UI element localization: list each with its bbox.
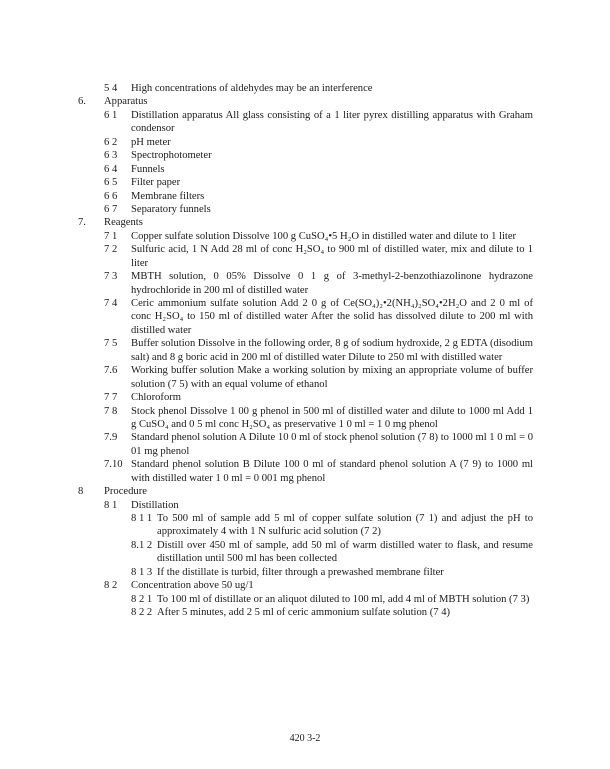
item-text: Funnels [131, 163, 165, 175]
item-text: To 100 ml of distillate or an aliquot diluted to 100 ml, add 4 ml of MBTH solution (7 3) [157, 593, 530, 605]
section-heading [0, 95, 610, 108]
item-number: 6 6 [104, 190, 118, 202]
item-text: Copper sulfate solution Dissolve 100 g CuSO₄•5 H₂O in distilled water and dilute to 1 liter [131, 230, 517, 242]
item-text: Distill over 450 ml of sample, add 50 ml of warm distilled water to flask, and resume distillation until 500 ml has been collected [157, 539, 533, 565]
item-number: 7. [78, 217, 86, 229]
subsection-item [0, 431, 610, 458]
subsection-item [0, 391, 610, 404]
item-number: 6 5 [104, 177, 118, 189]
subsection-item [0, 243, 610, 270]
subsection-item [0, 337, 610, 364]
sub-subsection-item [0, 566, 610, 579]
item-number: 7 5 [104, 338, 118, 350]
item-text: After 5 minutes, add 2 5 ml of ceric ammonium sulfate solution (7 4) [157, 607, 451, 619]
item-number: 7.6 [104, 365, 118, 377]
item-text: Apparatus [104, 96, 148, 108]
item-text: Concentration above 50 ug/1 [131, 580, 254, 592]
item-number: 6 7 [104, 203, 118, 215]
item-number: 8.1 2 [131, 539, 153, 551]
item-number: 6 3 [104, 150, 118, 162]
item-number: 5 4 [104, 83, 118, 94]
item-text: Distillation [131, 499, 179, 511]
subsection-item [0, 149, 610, 162]
item-number: 8 2 2 [131, 607, 153, 619]
item-text: Chloroform [131, 392, 182, 404]
subsection-item [0, 136, 610, 149]
subsection-item [0, 270, 610, 297]
page-number: 420 3-2 [289, 733, 321, 744]
item-number: 6. [78, 96, 86, 108]
item-text: Distillation apparatus All glass consisting of a 1 liter pyrex distilling apparatus with Graham condensor [131, 109, 533, 135]
item-number: 7 8 [104, 405, 118, 417]
item-text: To 500 ml of sample add 5 ml of copper sulfate solution (7 1) and adjust the pH to approximately 4 with 1 N sulfuric acid solution (7 2) [157, 513, 533, 538]
item-text: If the distillate is turbid, filter through a prewashed membrane filter [157, 566, 444, 578]
item-text: Standard phenol solution B Dilute 100 0 ml of standard phenol solution A (7 9) to 1000 ml with distilled water 1 0 ml = 0 001 mg phenol [131, 459, 533, 484]
subsection-item [0, 458, 610, 485]
subsection-item [0, 499, 610, 512]
item-text: Filter paper [131, 177, 181, 189]
subsection-item [0, 190, 610, 203]
item-number: 7 1 [104, 230, 118, 242]
item-number: 8 [78, 486, 84, 498]
sub-subsection-item [0, 539, 610, 566]
item-number: 7 7 [104, 392, 118, 404]
section-heading [0, 216, 610, 229]
sub-subsection-item [0, 512, 610, 539]
subsection-item [0, 230, 610, 243]
subsection-item [0, 405, 610, 432]
item-text: Buffer solution Dissolve in the following order, 8 g of sodium hydroxide, 2 g EDTA (disodium salt) and 8 g boric acid in 200 ml of distilled water Dilute to 250 ml with distilled water [131, 338, 533, 363]
document-body [0, 82, 610, 620]
item-number: 6 4 [104, 163, 118, 175]
sub-subsection-item [0, 593, 610, 606]
section-heading [0, 485, 610, 498]
item-number: 7 3 [104, 271, 118, 283]
item-number: 8 1 [104, 499, 118, 511]
item-number: 7 2 [104, 244, 118, 256]
item-text: Membrane filters [131, 190, 205, 202]
item-text: Working buffer solution Make a working solution by mixing an appropriate volume of buffer solution (7 5) with an equal volume of ethanol [131, 365, 533, 390]
item-number: 7.9 [104, 432, 118, 444]
item-number: 6 1 [104, 109, 118, 121]
item-number: 7.10 [104, 459, 123, 471]
subsection-item [0, 163, 610, 176]
item-number: 8 1 3 [131, 566, 153, 578]
item-text: Stock phenol Dissolve 1 00 g phenol in 500 ml of distilled water and dilute to 1000 ml Add 1 g CuSO₄ and 0 5 ml conc H₂SO₄ as preservative 1 0 ml = 1 0 mg phenol [131, 405, 533, 430]
item-number: 8 2 [104, 580, 118, 592]
item-text: Separatory funnels [131, 203, 211, 215]
item-text: Sulfuric acid, 1 N Add 28 ml of conc H₂SO₄ to 900 ml of distilled water, mix and dilute to 1 liter [131, 244, 533, 269]
item-number: 8 2 1 [131, 593, 153, 605]
item-text: Procedure [104, 486, 147, 498]
subsection-item [0, 82, 610, 95]
subsection-item [0, 109, 610, 136]
item-text: Standard phenol solution A Dilute 10 0 ml of stock phenol solution (7 8) to 1000 ml 1 0 ml = 0 01 mg phenol [131, 432, 533, 457]
item-text: Reagents [104, 217, 143, 229]
subsection-item [0, 364, 610, 391]
item-text: Spectrophotometer [131, 150, 212, 162]
subsection-item [0, 203, 610, 216]
item-number: 8 1 1 [131, 513, 153, 524]
item-text: Ceric ammonium sulfate solution Add 2 0 g of Ce(SO₄)₂•2(NH₄)₂SO₄•2H₂O and 2 0 ml of conc H₂SO₄ to 150 ml of distilled water After the solid has dissolved dilute to 200 ml with distilled water [131, 298, 533, 336]
subsection-item [0, 176, 610, 189]
subsection-item [0, 579, 610, 592]
item-text: MBTH solution, 0 05% Dissolve 0 1 g of 3-methyl-2-benzothiazolinone hydrazone hydrochloride in 200 ml of distilled water [131, 271, 533, 296]
item-text: pH meter [131, 136, 171, 148]
item-number: 6 2 [104, 136, 118, 148]
item-text: High concentrations of aldehydes may be an interference [131, 83, 373, 94]
sub-subsection-item [0, 606, 610, 619]
item-number: 7 4 [104, 298, 118, 309]
subsection-item [0, 297, 610, 337]
